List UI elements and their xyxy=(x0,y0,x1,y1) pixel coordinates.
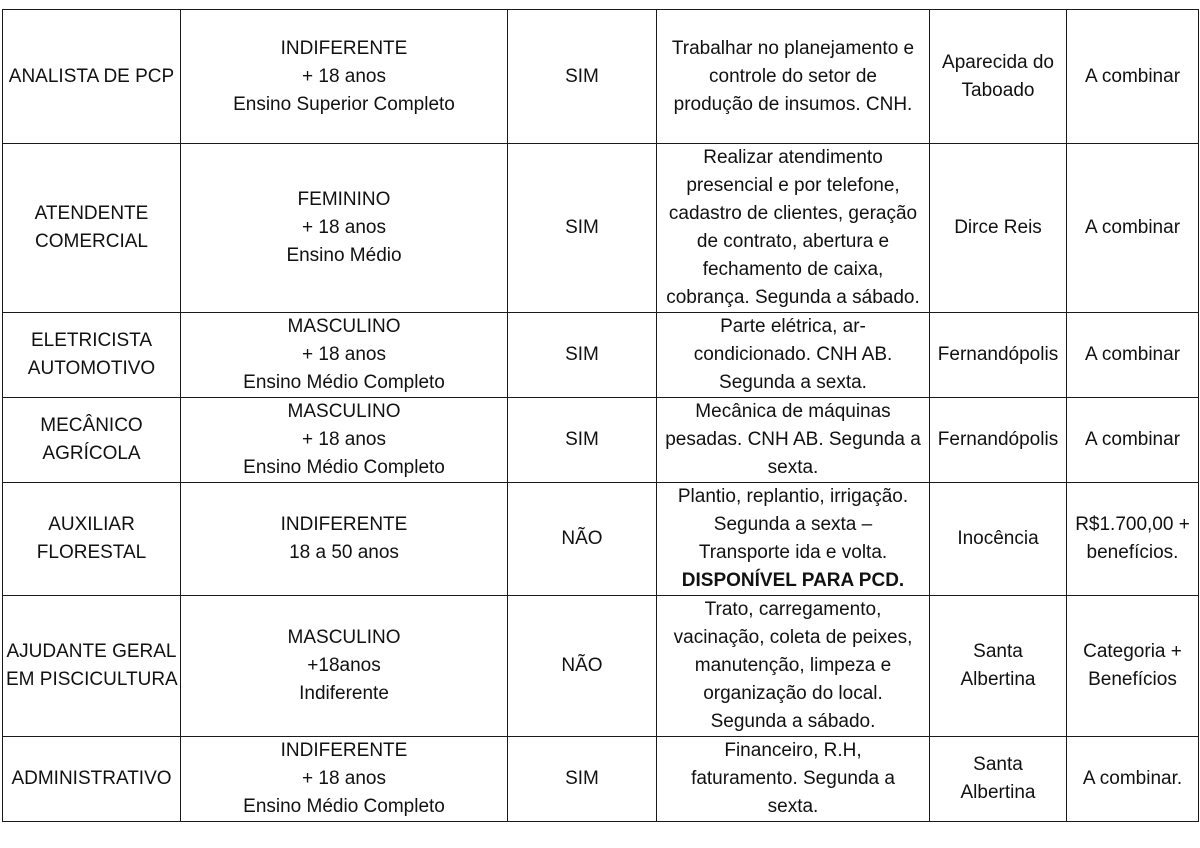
cargo-line: AUTOMOTIVO xyxy=(27,358,156,379)
requisitos-line: + 18 anos xyxy=(302,768,386,789)
requisitos-cell xyxy=(181,596,508,737)
cargo-line: ADMINISTRATIVO xyxy=(11,768,172,789)
salario-line: Benefícios xyxy=(1088,669,1177,690)
atividades-line: Trato, carregamento, xyxy=(704,599,882,620)
experiencia-cell: SIM xyxy=(508,313,657,398)
table-row xyxy=(3,144,1199,313)
atividades-line: presencial e por telefone, xyxy=(686,175,900,196)
requisitos-line: + 18 anos xyxy=(302,65,386,87)
requisitos-line: Ensino Médio Completo xyxy=(243,796,445,817)
requisitos-line: MASCULINO xyxy=(287,316,401,337)
atividades-line: Transporte ida e volta. xyxy=(698,542,888,563)
table-row xyxy=(3,737,1199,822)
atividades-line: cobrança. Segunda a sábado. xyxy=(666,287,920,308)
experiencia-cell: SIM xyxy=(508,398,657,483)
table-row xyxy=(3,483,1199,596)
requisitos-cell xyxy=(181,737,508,822)
cargo-line: ANALISTA DE PCP xyxy=(8,65,175,87)
cidade-line: Dirce Reis xyxy=(954,217,1042,238)
requisitos-line: MASCULINO xyxy=(287,401,401,422)
atividades-line: Parte elétrica, ar- xyxy=(720,316,866,337)
requisitos-line: Ensino Médio Completo xyxy=(243,457,445,478)
atividades-line: controle do setor de xyxy=(709,65,877,87)
salario-line: A combinar xyxy=(1084,344,1181,365)
table-row xyxy=(3,313,1199,398)
atividades-line: Financeiro, R.H, xyxy=(724,740,862,761)
cidade-cell xyxy=(930,10,1067,144)
cidade-cell xyxy=(930,398,1067,483)
cidade-line: Santa xyxy=(973,754,1023,775)
requisitos-line: INDIFERENTE xyxy=(280,37,408,59)
cidade-line: Albertina xyxy=(960,669,1036,690)
atividades-cell xyxy=(657,144,930,313)
requisitos-line: Indiferente xyxy=(299,683,389,704)
salario-cell xyxy=(1067,737,1199,822)
requisitos-line: FEMININO xyxy=(297,189,391,210)
requisitos-cell xyxy=(181,313,508,398)
cidade-cell xyxy=(930,313,1067,398)
atividades-cell xyxy=(657,313,930,398)
atividades-line: Mecânica de máquinas xyxy=(695,401,891,422)
table-row xyxy=(3,10,1199,144)
cidade-line: Aparecida do xyxy=(942,51,1054,73)
requisitos-line: INDIFERENTE xyxy=(280,740,408,761)
cargo-cell xyxy=(3,596,181,737)
requisitos-line: + 18 anos xyxy=(302,344,386,365)
cargo-line: AJUDANTE GERAL xyxy=(6,641,177,662)
atividades-cell xyxy=(657,596,930,737)
requisitos-line: + 18 anos xyxy=(302,217,386,238)
salario-line: Categoria + xyxy=(1083,641,1182,662)
salario-line: A combinar xyxy=(1084,65,1181,87)
atividades-cell xyxy=(657,483,930,596)
requisitos-line: Ensino Superior Completo xyxy=(233,93,455,115)
salario-line: A combinar xyxy=(1084,217,1181,238)
cargo-line: ATENDENTE xyxy=(34,203,149,224)
experiencia-cell: NÃO xyxy=(508,596,657,737)
salario-cell xyxy=(1067,10,1199,144)
requisitos-cell xyxy=(181,398,508,483)
atividades-line: pesadas. CNH AB. Segunda a xyxy=(665,429,921,450)
cidade-line: Taboado xyxy=(961,79,1035,101)
atividades-line: de contrato, abertura e xyxy=(696,231,890,252)
requisitos-cell xyxy=(181,10,508,144)
requisitos-line: +18anos xyxy=(307,655,381,676)
cidade-cell xyxy=(930,596,1067,737)
atividades-line: vacinação, coleta de peixes, xyxy=(673,627,913,648)
experiencia-cell: SIM xyxy=(508,144,657,313)
cidade-line: Santa xyxy=(973,641,1023,662)
cidade-cell xyxy=(930,483,1067,596)
cargo-line: EM PISCICULTURA xyxy=(6,669,178,690)
cargo-line: COMERCIAL xyxy=(35,231,148,252)
cidade-cell xyxy=(930,144,1067,313)
cargo-cell xyxy=(3,398,181,483)
salario-cell xyxy=(1067,313,1199,398)
job-listings-table xyxy=(2,9,1199,822)
requisitos-cell xyxy=(181,483,508,596)
cargo-cell xyxy=(3,144,181,313)
cidade-line: Albertina xyxy=(960,782,1036,803)
atividades-line: produção de insumos. CNH. xyxy=(673,93,913,115)
salario-cell xyxy=(1067,483,1199,596)
salario-cell xyxy=(1067,398,1199,483)
cidade-line: Fernandópolis xyxy=(937,344,1059,365)
cargo-cell xyxy=(3,313,181,398)
atividades-line: faturamento. Segunda a xyxy=(691,768,895,789)
cargo-line: FLORESTAL xyxy=(36,542,147,563)
salario-cell xyxy=(1067,144,1199,313)
table-row xyxy=(3,398,1199,483)
atividades-cell xyxy=(657,10,930,144)
cargo-line: AGRÍCOLA xyxy=(42,443,141,464)
cidade-cell xyxy=(930,737,1067,822)
atividades-line: Realizar atendimento xyxy=(703,147,883,168)
requisitos-line: 18 a 50 anos xyxy=(289,542,399,563)
cargo-line: AUXILIAR xyxy=(48,514,135,535)
pcd-highlight: DISPONÍVEL PARA PCD. xyxy=(681,570,905,591)
atividades-line: condicionado. CNH AB. xyxy=(693,344,893,365)
cargo-cell xyxy=(3,737,181,822)
salario-line: A combinar. xyxy=(1082,768,1183,789)
atividades-line: organização do local. xyxy=(703,683,883,704)
atividades-line: Segunda a sexta. xyxy=(719,372,867,393)
requisitos-cell xyxy=(181,144,508,313)
atividades-line: Trabalhar no planejamento e xyxy=(671,37,915,59)
salario-line: benefícios. xyxy=(1086,542,1179,563)
requisitos-line: + 18 anos xyxy=(302,429,386,450)
atividades-line: manutenção, limpeza e xyxy=(694,655,892,676)
atividades-line: cadastro de clientes, geração xyxy=(668,203,918,224)
experiencia-cell: SIM xyxy=(508,10,657,144)
cidade-line: Fernandópolis xyxy=(937,429,1059,450)
atividades-line: Plantio, replantio, irrigação. xyxy=(677,486,909,507)
atividades-line: Segunda a sexta – xyxy=(713,514,873,535)
requisitos-line: Ensino Médio Completo xyxy=(243,372,445,393)
experiencia-cell: SIM xyxy=(508,737,657,822)
requisitos-line: INDIFERENTE xyxy=(280,514,408,535)
salario-line: A combinar xyxy=(1084,429,1181,450)
atividades-cell xyxy=(657,737,930,822)
atividades-cell xyxy=(657,398,930,483)
atividades-line: sexta. xyxy=(767,796,819,817)
experiencia-cell: NÃO xyxy=(508,483,657,596)
table-row xyxy=(3,596,1199,737)
cargo-cell xyxy=(3,10,181,144)
atividades-line: sexta. xyxy=(767,457,819,478)
cargo-cell xyxy=(3,483,181,596)
salario-line: R$1.700,00 + xyxy=(1075,514,1190,535)
requisitos-line: MASCULINO xyxy=(287,627,401,648)
cidade-line: Inocência xyxy=(957,528,1039,549)
cargo-line: ELETRICISTA xyxy=(30,330,153,351)
atividades-line: fechamento de caixa, xyxy=(702,259,884,280)
atividades-line: Segunda a sábado. xyxy=(710,711,876,732)
salario-cell xyxy=(1067,596,1199,737)
cargo-line: MECÂNICO xyxy=(40,415,143,436)
requisitos-line: Ensino Médio xyxy=(286,245,402,266)
